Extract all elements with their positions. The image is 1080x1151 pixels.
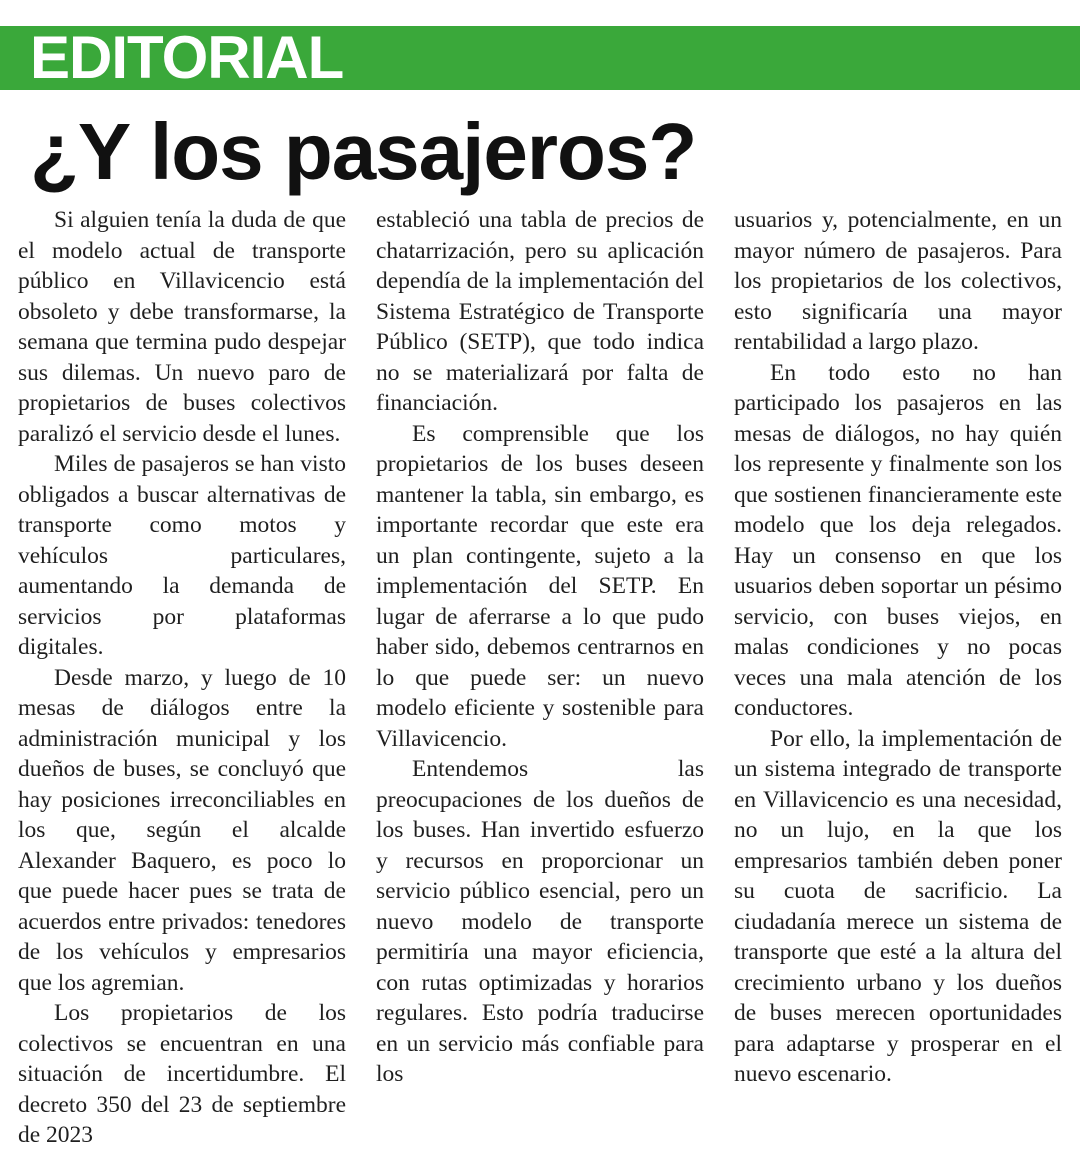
paragraph: Los propietarios de los colectivos se encuentran en una situación de incertidumbre. El decreto 350 del 23 de septiembre de 2023 xyxy=(18,1000,346,1148)
paragraph: Entendemos las preocupaciones de los dueños de los buses. Han invertido esfuerzo y recursos en proporcionar un servicio público esencial, pero un nuevo modelo de transporte permitiría una mayor eficiencia, con rutas optimizadas y horarios regulares. Esto podría traducirse en un servicio más confiable para los xyxy=(376,756,704,1087)
paragraph: Miles de pasajeros se han visto obligados a buscar alternativas de transporte como motos y vehículos particulares, aumentando la demanda de servicios por plataformas digitales. xyxy=(18,451,346,660)
paragraph: Es comprensible que los propietarios de los buses deseen mantener la tabla, sin embargo, es importante recordar que este era un plan contingente, sujeto a la implementación del SETP. En lugar de aferrarse a lo que pudo haber sido, debemos centrarnos en lo que puede ser: un nuevo modelo eficiente y sostenible para Villavicencio. xyxy=(376,420,704,752)
article-column-2 xyxy=(376,205,704,1090)
section-banner xyxy=(0,26,1080,90)
paragraph-continued: estableció una tabla de precios de chatarrización, pero su aplicación dependía de la implementación del Sistema Estratégico de Transporte Público (SETP), que todo indica no se materializará por falta de financiación. xyxy=(376,207,704,416)
paragraph: Por ello, la implementación de un sistema integrado de transporte en Villavicencio es una necesidad, no un lujo, en la que los empresarios también deben poner su cuota de sacrificio. La ciudadanía merece un sistema de transporte que esté a la altura del crecimiento urbano y los dueños de buses merecen oportunidades para adaptarse y prosperar en el nuevo escenario. xyxy=(734,725,1062,1087)
headline: ¿Y los pasajeros? xyxy=(30,107,697,196)
paragraph: En todo esto no han participado los pasajeros en las mesas de diálogos, no hay quién los represente y finalmente son los que sostienen financieramente este modelo que los deja relegados. Hay un consenso en que los usuarios deben soportar un pésimo servicio, con buses viejos, en malas condiciones y no pocas veces una mala atención de los conductores. xyxy=(734,359,1062,721)
article-column-3 xyxy=(734,205,1062,1090)
paragraph-continued: usuarios y, potencialmente, en un mayor número de pasajeros. Para los propietarios de los colectivos, esto significaría una mayor rentabilidad a largo plazo. xyxy=(734,207,1062,355)
paragraph: Desde marzo, y luego de 10 mesas de diálogos entre la administración municipal y los dueños de buses, se concluyó que hay posiciones irreconciliables en los que, según el alcalde Alexander Baquero, es poco lo que puede hacer pues se trata de acuerdos entre privados: tenedores de los vehículos y empresarios que los agremian. xyxy=(18,664,346,996)
section-label: EDITORIAL xyxy=(30,24,344,91)
article-column-1 xyxy=(18,205,346,1151)
paragraph: Si alguien tenía la duda de que el modelo actual de transporte público en Villavicencio está obsoleto y debe transformarse, la semana que termina pudo despejar sus dilemas. Un nuevo paro de propietarios de buses colectivos paralizó el servicio desde el lunes. xyxy=(18,207,346,447)
